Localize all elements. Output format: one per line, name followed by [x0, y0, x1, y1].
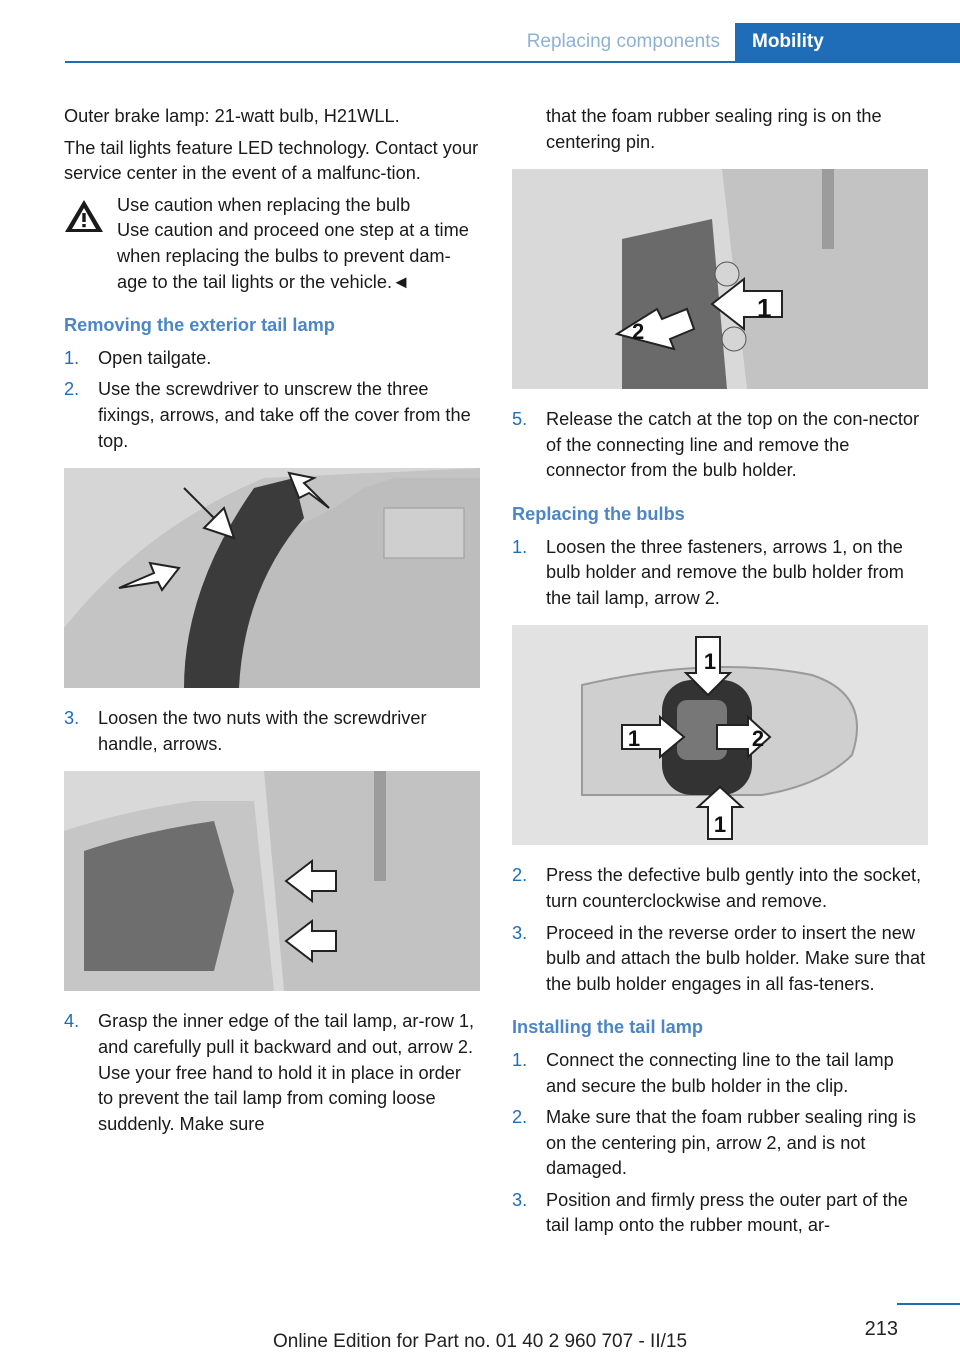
paragraph: Outer brake lamp: 21-watt bulb, H21WLL. — [64, 106, 400, 126]
step-number: 3. — [512, 922, 528, 943]
step-text: Connect the connecting line to the tail lamp and secure the bulb holder in the clip. — [546, 1049, 894, 1096]
step-text: Open tailgate. — [98, 347, 212, 368]
figure-label: 2 — [632, 319, 645, 345]
list-item — [64, 1009, 480, 1137]
figure-label: 2 — [751, 726, 765, 752]
list-item — [512, 535, 928, 612]
step-text: Make sure that the foam rubber sealing ring is on the centering pin, arrow 2, and is not damaged. — [546, 1107, 917, 1179]
section-heading: Replacing the bulbs — [512, 503, 685, 524]
list-item — [512, 1048, 928, 1099]
figure-label: 1 — [703, 649, 717, 675]
figure-tail-lamp-nuts — [64, 771, 480, 991]
step-text: Position and firmly press the outer part of the tail lamp onto the rubber mount, ar‐ — [546, 1189, 908, 1236]
section-heading: Removing the exterior tail lamp — [64, 315, 335, 336]
chapter-tab: Mobility — [735, 23, 960, 61]
figure-tailgate-cover — [64, 468, 480, 688]
step-number: 4. — [64, 1011, 80, 1032]
step-number: 2. — [512, 1107, 528, 1128]
list-item — [512, 863, 928, 914]
figure-label: 1 — [757, 293, 772, 324]
step-number: 5. — [512, 409, 528, 430]
page-number-rule — [897, 1303, 960, 1305]
step-text: Grasp the inner edge of the tail lamp, ar‐row 1, and carefully pull it backward and out, arrow 2. Use your free hand to hold it in place in order to prevent the tail lamp from coming loose suddenly. Make sure — [98, 1011, 475, 1134]
warning-text-wrap — [64, 218, 480, 295]
list-item — [512, 921, 928, 998]
step-text: Loosen the three fasteners, arrows 1, on the bulb holder and remove the bulb holder from the tail lamp, arrow 2. — [546, 536, 904, 608]
warning-icon — [64, 199, 104, 241]
step-text: Loosen the two nuts with the screwdriver handle, arrows. — [98, 708, 427, 754]
figure-remove-tail-lamp — [512, 169, 928, 389]
figure-label: 1 — [713, 812, 727, 838]
paragraph: The tail lights feature LED technology. Contact your service center in the event of a malfunc‐tion. — [64, 137, 479, 184]
left-column — [64, 104, 480, 1143]
figure-label: 1 — [627, 726, 641, 752]
step-text: Press the defective bulb gently into the socket, turn counterclockwise and remove. — [546, 865, 922, 911]
page-number: 213 — [864, 1318, 898, 1340]
step-number: 2. — [64, 379, 80, 400]
footer-edition: Online Edition for Part no. 01 40 2 960 707 - II/15 — [272, 1331, 688, 1352]
warning-box — [64, 193, 480, 295]
step-number: 1. — [512, 1049, 528, 1070]
step-number: 1. — [64, 347, 80, 368]
step-number: 3. — [64, 708, 80, 729]
continued-text: that the foam rubber sealing ring is on the centering pin. — [546, 106, 882, 152]
page-header — [65, 23, 960, 63]
section-title: Replacing components — [526, 31, 720, 52]
step-number: 3. — [512, 1189, 528, 1210]
list-item — [64, 346, 480, 372]
list-item — [64, 377, 480, 454]
warning-title: Use caution when replacing the bulb — [117, 194, 411, 215]
step-text: Use the screwdriver to unscrew the three fixings, arrows, and take off the cover from the top. — [98, 379, 471, 451]
step-number: 2. — [512, 865, 528, 886]
step-text: Proceed in the reverse order to insert the new bulb and attach the bulb holder. Make sure that the bulb holder engages in all fas‐teners. — [546, 922, 926, 994]
step-text: Release the catch at the top on the con‐nector of the connecting line and remove the connector from the bulb holder. — [546, 409, 920, 481]
list-item — [512, 1188, 928, 1239]
list-item — [512, 1105, 928, 1182]
warning-text: Use caution and proceed one step at a time when replacing the bulbs to prevent dam‐age to the tail lights or the vehicle.◄ — [117, 220, 469, 292]
figure-bulb-holder — [512, 625, 928, 845]
right-column — [512, 104, 928, 1245]
section-heading: Installing the tail lamp — [512, 1017, 703, 1038]
step-number: 1. — [512, 536, 528, 557]
list-item — [64, 706, 480, 757]
list-item — [512, 407, 928, 484]
